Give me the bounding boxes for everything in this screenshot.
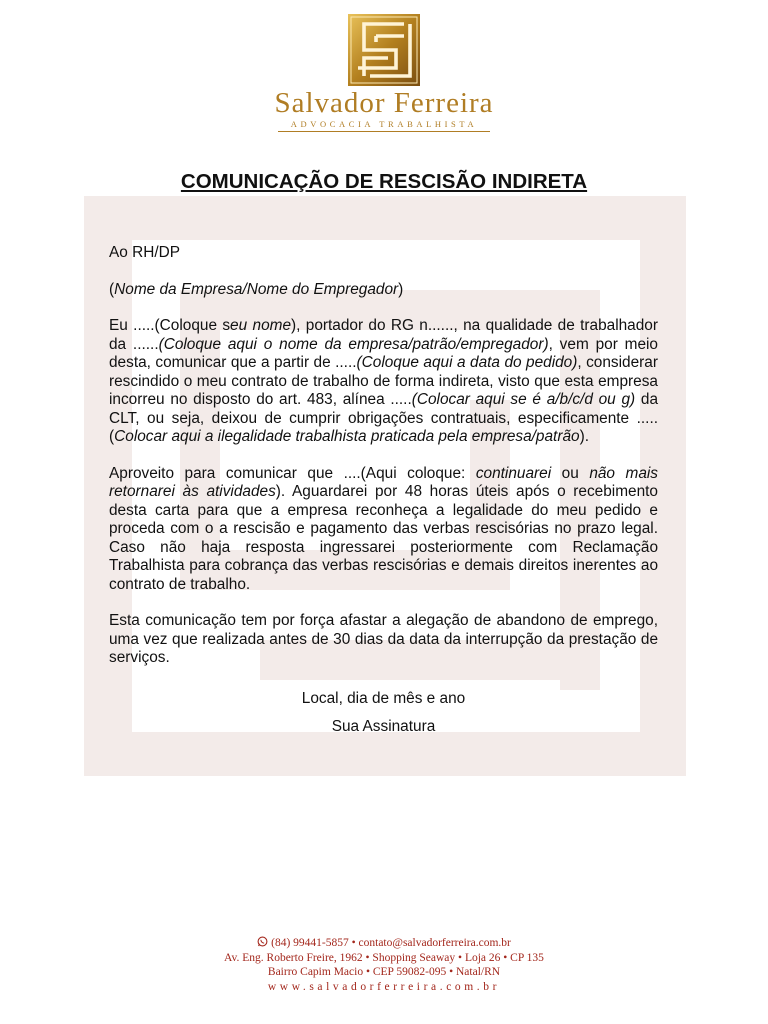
footer-website: www.salvadorferreira.com.br: [267, 980, 501, 993]
document-title: COMUNICAÇÃO DE RESCISÃO INDIRETA: [180, 170, 588, 193]
signature-line: Sua Assinatura: [331, 718, 436, 735]
addressee: Ao RH/DP: [109, 244, 180, 261]
whatsapp-icon: [257, 936, 268, 947]
letter-body: [109, 244, 658, 737]
place-date: Local, dia de mês e ano: [301, 689, 466, 707]
logo-subtitle: ADVOCACIA TRABALHISTA: [290, 119, 478, 129]
footer-address-2: Bairro Capim Macio • CEP 59082-095 • Natal/RN: [267, 966, 501, 978]
logo-mark-icon: [348, 14, 420, 86]
logo: [0, 14, 768, 132]
logo-rule: [278, 131, 490, 132]
company-line: (Nome da Empresa/Nome do Empregador): [109, 280, 404, 298]
footer-contact: (84) 99441-5857 • contato@salvadorferreira.com.br: [0, 936, 768, 951]
paragraph-3: Esta comunicação tem por força afastar a alegação de abandono de emprego, uma vez que realizada antes de 30 dias da data da interrupção da prestação de serviços.: [109, 612, 658, 666]
footer-address-1: Av. Eng. Roberto Freire, 1962 • Shopping Seaway • Loja 26 • CP 135: [224, 951, 544, 964]
paragraph-1: Eu .....(Coloque seu nome), portador do RG n......, na qualidade de trabalhador da ......(Coloque aqui o nome da empresa/patrão/empregador), vem por meio desta, comunicar que a partir de .....(Coloque aqui a data do pedido), considerar rescindido o meu contrato de trabalho de forma indireta, visto que esta empresa incorreu no disposto do art. 483, alínea .....(Colocar aqui se é a/b/c/d ou g) da CLT, ou seja, deixou de cumprir obrigações contratuais, especificamente .....(Colocar aqui a ilegalidade trabalhista praticada pela empresa/patrão).: [109, 317, 658, 445]
paragraph-2: Aproveito para comunicar que ....(Aqui coloque: continuarei ou não mais retornarei às atividades). Aguardarei por 48 horas úteis após o recebimento desta carta para que a empresa reconheça a legalidade do meu pedido e proceda com o a rescisão e pagamento das verbas rescisórias no prazo legal. Caso não haja resposta ingressarei posteriormente com Reclamação Trabalhista para cobrança das verbas rescisórias e demais direitos inerentes ao contrato de trabalho.: [109, 464, 659, 593]
footer: [0, 936, 768, 994]
logo-name: Salvador Ferreira: [274, 87, 494, 119]
